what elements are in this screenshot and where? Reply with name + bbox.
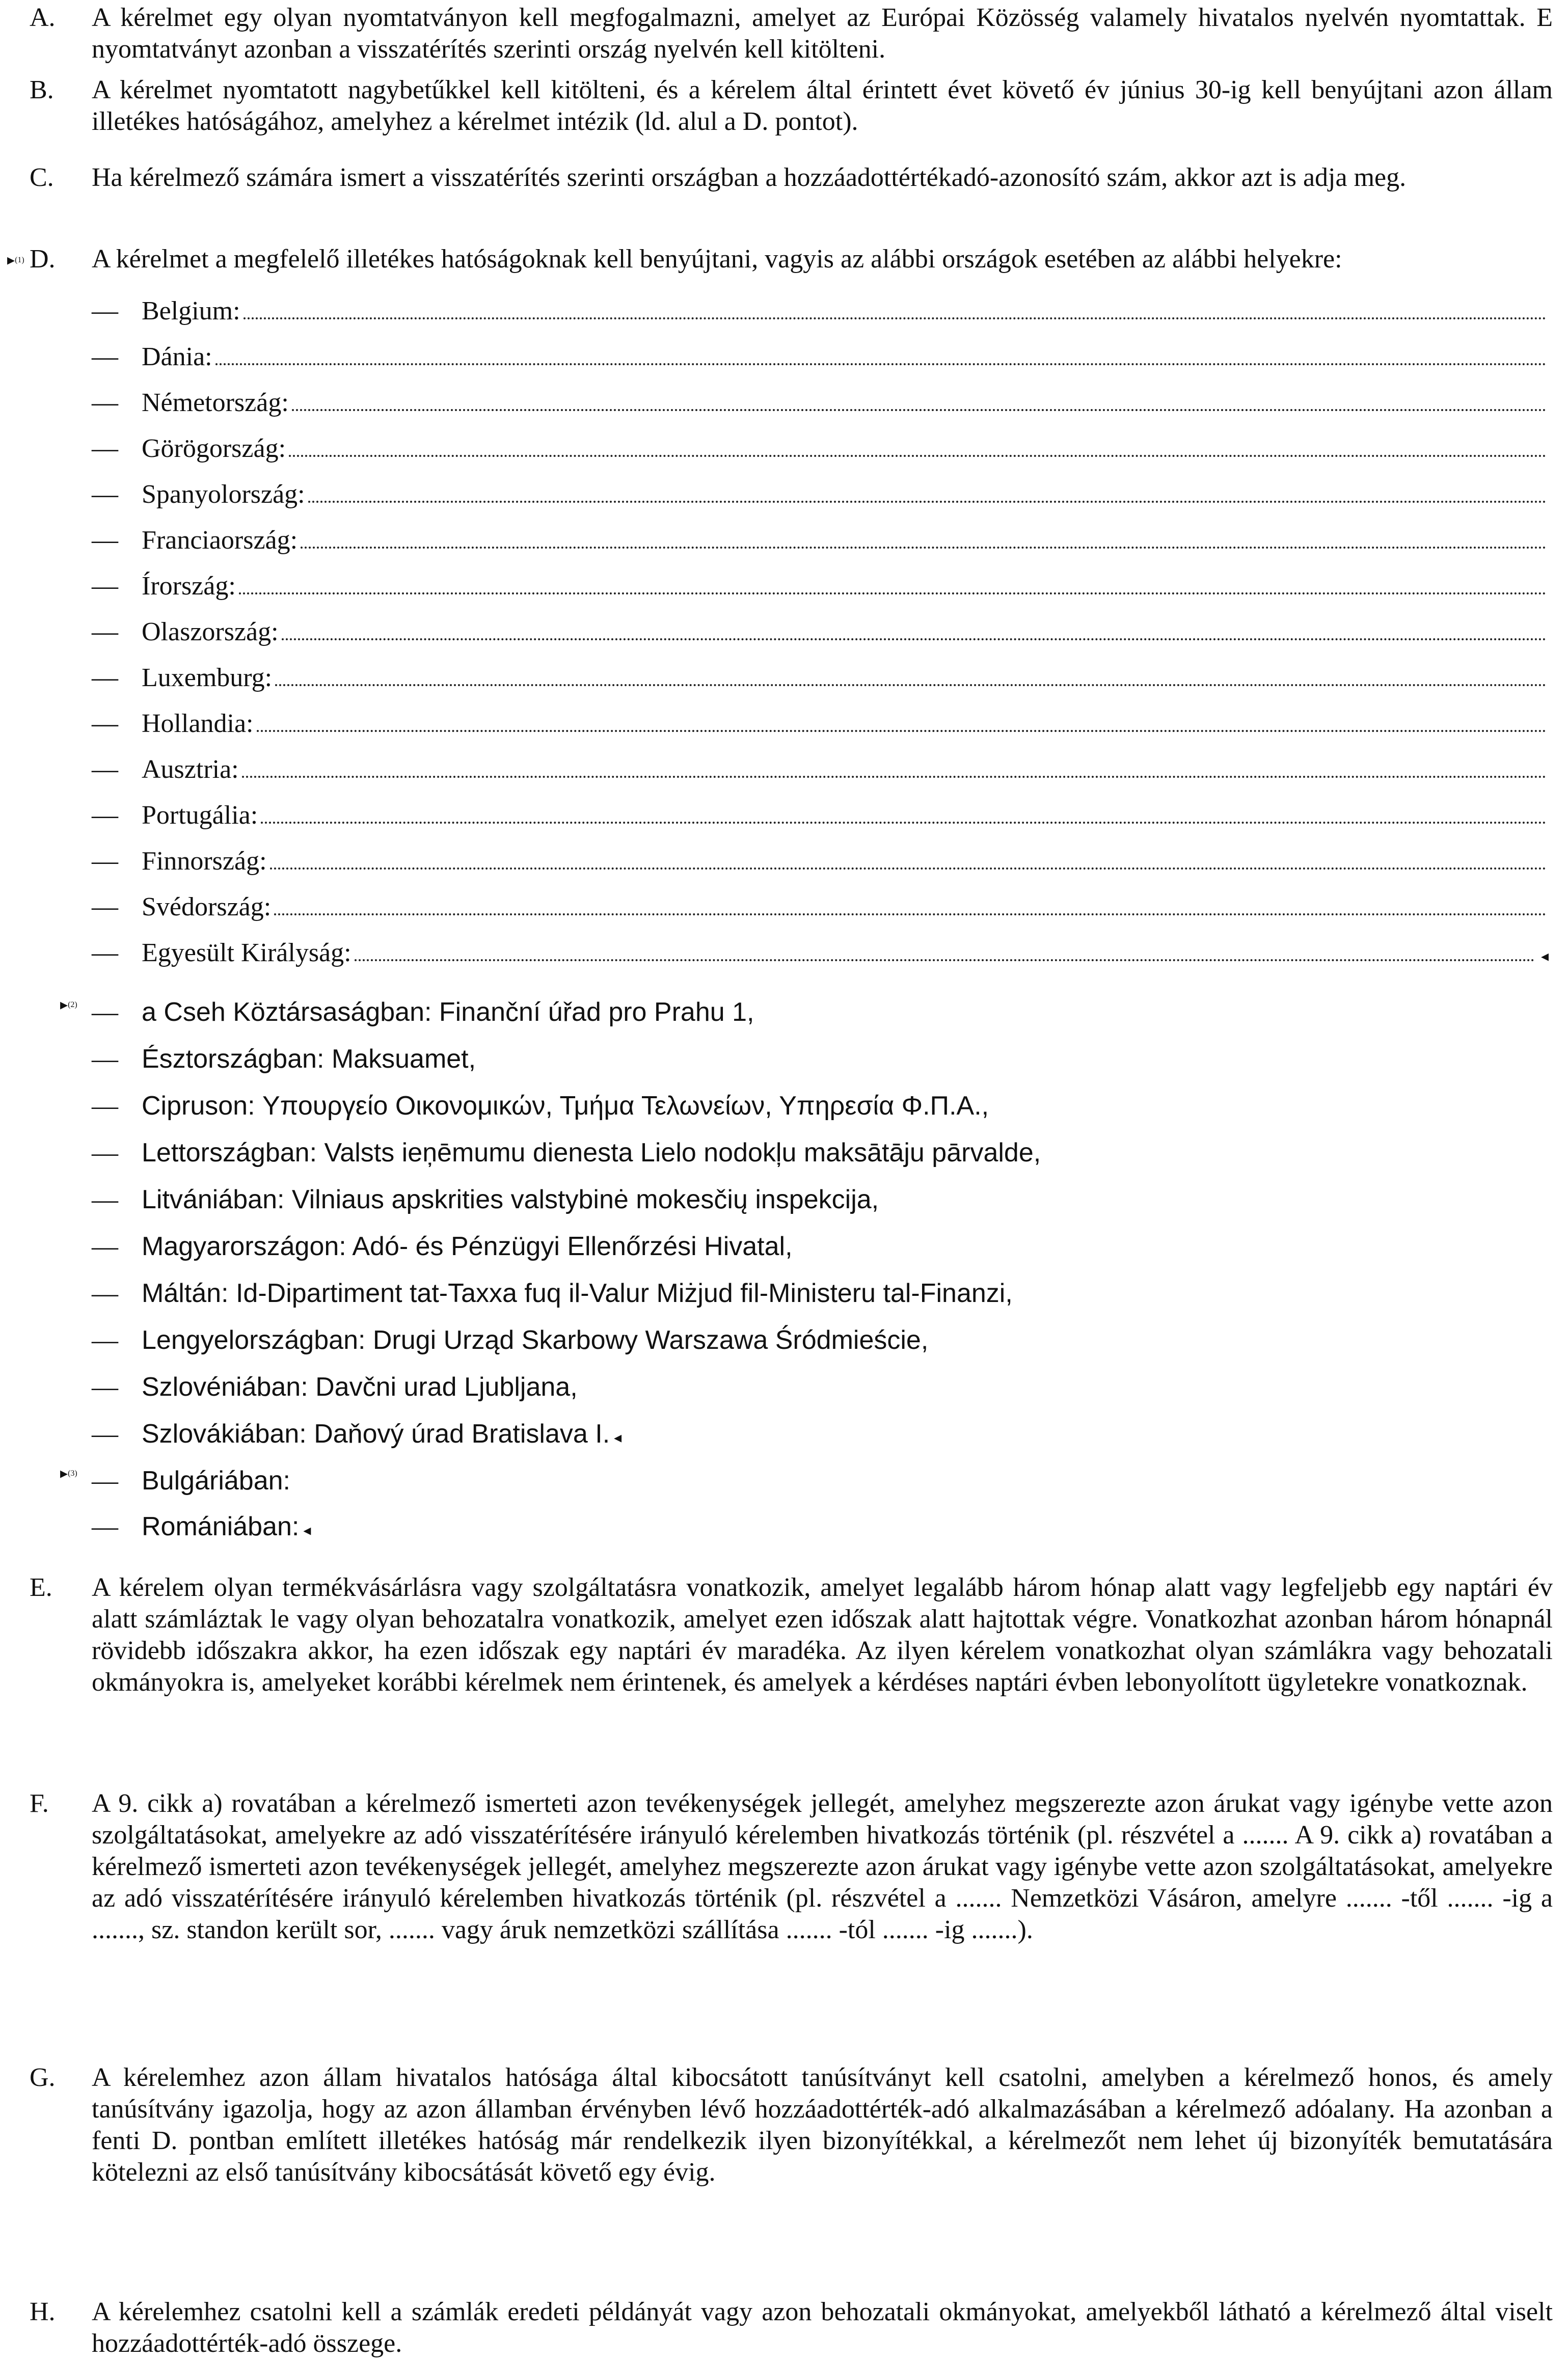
country-label: Belgium: (142, 296, 240, 325)
country-list-item (92, 996, 1549, 1028)
country-label: Litvániában: Vilniaus apskrities valstybinė mokesčių inspekcija, (142, 1185, 879, 1214)
country-list-item (92, 1511, 1549, 1546)
country-label: Franciaország: (142, 526, 298, 555)
country-label: Spanyolország: (142, 480, 305, 509)
country-label: Portugália: (142, 801, 258, 830)
country-label: Hollandia: (142, 709, 254, 738)
paragraph-d (30, 243, 1553, 275)
list-dash: — (92, 572, 118, 601)
list-dash: — (92, 1467, 118, 1496)
amendment-end-marker: ◂ (614, 1429, 622, 1446)
country-list-item (92, 571, 1549, 602)
country-list-item (92, 891, 1549, 923)
list-dash: — (92, 892, 118, 921)
country-label: Írország: (142, 572, 236, 601)
country-list-item (92, 662, 1549, 694)
country-label: a Cseh Köztársaságban: Finanční úřad pro Prahu 1, (142, 997, 754, 1027)
paragraph-text: A kérelmet nyomtatott nagybetűkkel kell kitölteni, és a kérelem által érintett évet követő év június 30-ig kell benyújtani azon állam illetékes hatóságához, amelyhez a kérelmet intézik (ld. alul a D. pontot). (92, 75, 1553, 136)
country-label: Máltán: Id-Dipartiment tat-Taxxa fuq il-Valur Miżjud fil-Ministeru tal-Finanzi, (142, 1279, 1013, 1308)
list-dash: — (92, 1279, 118, 1308)
list-dash: — (92, 755, 118, 784)
amendment-marker-3: ▸$^{(3)}$ (60, 1465, 77, 1482)
amendment-marker-1: ▸$^{(1)}$ (7, 252, 24, 268)
country-label: Finnország: (142, 847, 267, 876)
paragraph-a (30, 2, 1553, 65)
dotted-fill-line (239, 592, 1547, 594)
list-dash: — (92, 1138, 118, 1168)
dotted-fill-line (242, 775, 1547, 778)
paragraph-e (30, 1572, 1553, 1698)
list-dash: — (92, 847, 118, 876)
list-dash: — (92, 801, 118, 830)
country-label: Görögország: (142, 434, 286, 463)
dotted-fill-line (355, 959, 1535, 961)
list-dash: — (92, 617, 118, 646)
country-label: Svédország: (142, 892, 272, 921)
list-dash: — (92, 1045, 118, 1074)
country-label: Szlovéniában: Davčni urad Ljubljana, (142, 1372, 578, 1402)
country-list-item (92, 341, 1549, 373)
country-list-item (92, 708, 1549, 740)
country-list-item (92, 1231, 1549, 1263)
list-dash: — (92, 709, 118, 738)
list-dash: — (92, 1232, 118, 1261)
country-list-item (92, 754, 1549, 785)
list-dash: — (92, 938, 118, 967)
paragraph-letter: A. (30, 3, 56, 32)
country-list-item (92, 433, 1549, 465)
paragraph-f (30, 1788, 1553, 1946)
country-label: Lettországban: Valsts ieņēmumu dienesta Lielo nodokļu maksātāju pārvalde, (142, 1138, 1041, 1168)
list-dash: — (92, 1420, 118, 1449)
paragraph-letter: G. (30, 2063, 56, 2092)
country-label: Szlovákiában: Daňový úrad Bratislava I. (142, 1419, 610, 1449)
country-label: Romániában: (142, 1512, 300, 1541)
dotted-fill-line (289, 454, 1547, 457)
list-dash: — (92, 1373, 118, 1402)
paragraph-h (30, 2296, 1553, 2359)
list-dash: — (92, 296, 118, 325)
list-dash: — (92, 1512, 118, 1541)
country-label: Németország: (142, 388, 289, 417)
country-list-item (92, 800, 1549, 831)
dotted-fill-line (275, 684, 1547, 686)
paragraph-letter: C. (30, 163, 54, 192)
paragraph-letter: F. (30, 1789, 49, 1818)
country-list-item (92, 295, 1549, 327)
paragraph-b (30, 74, 1553, 138)
country-list-item (92, 1465, 1549, 1497)
list-dash: — (92, 388, 118, 417)
country-list-item (92, 387, 1549, 419)
paragraph-text: A 9. cikk a) rovatában a kérelmező ismerteti azon tevékenységek jellegét, amelyhez megszerezte azon árukat vagy igénybe vette azon szolgáltatásokat, amelyekre az adó visszatérítésére irányuló kérelemben hivatkozás történik (pl. részvétel a ....... A 9. cikk a) rovatában a kérelmező ismerteti azon tevékenységek jellegét, amelyhez megszerezte azon árukat vagy igénybe vette azon szolgáltatásokat, amelyekre az adó visszatérítésére irányuló kérelemben hivatkozás történik (pl. részvétel a ....... Nemzetközi Vásáron, amelyre ....... -től ....... -ig a ......., sz. standon került sor, ....... vagy áruk nemzetközi szállítása ....... -tól ....... -ig .......). (92, 1789, 1553, 1944)
country-label: Lengyelországban: Drugi Urząd Skarbowy Warszawa Śródmieście, (142, 1325, 929, 1355)
country-list-item (92, 1418, 1549, 1454)
paragraph-text: A kérelemhez csatolni kell a számlák eredeti példányát vagy azon behozatali okmányokat, amelyekből látható a kérelmező által viselt hozzáadottérték-adó összege. (92, 2297, 1553, 2358)
dotted-fill-line (261, 821, 1547, 824)
country-label: Luxemburg: (142, 663, 273, 692)
list-dash: — (92, 998, 118, 1027)
country-label: Cipruson: Υπουργείο Οικονομικών, Τμήμα Τελωνείων, Υπηρεσία Φ.Π.Α., (142, 1091, 989, 1121)
dotted-fill-line (308, 500, 1547, 503)
country-list-item (92, 1137, 1549, 1169)
paragraph-letter: E. (30, 1573, 52, 1602)
dotted-fill-line (215, 363, 1547, 365)
country-list-item (92, 1184, 1549, 1216)
country-label: Dánia: (142, 342, 212, 371)
dotted-fill-line (257, 729, 1547, 732)
paragraph-text: A kérelem olyan termékvásárlásra vagy szolgáltatásra vonatkozik, amelyet legalább három hónap alatt vagy legfeljebb egy naptári év alatt számláztak le vagy olyan behozatalra vonatkozik, amelyet ezen időszak alatt hajtottak végre. Vonatkozhat azonban három hónapnál rövidebb időszakra akkor, ha ezen időszak egy naptári év maradéka. Az ilyen kérelem vonatkozhat olyan számlákra vagy behozatali okmányokra is, amelyeket korábbi kérelmek nem érintenek, és amelyek a kérdéses naptári évben lebonyolított ügyletekre vonatkoznak. (92, 1573, 1553, 1697)
paragraph-text: A kérelmet a megfelelő illetékes hatóságoknak kell benyújtani, vagyis az alábbi országok esetében az alábbi helyekre: (92, 245, 1342, 274)
paragraph-letter: B. (30, 75, 54, 104)
country-list-item (92, 1090, 1549, 1122)
list-dash: — (92, 1185, 118, 1214)
list-dash: — (92, 480, 118, 509)
dotted-fill-line (282, 638, 1547, 640)
paragraph-text: A kérelmet egy olyan nyomtatványon kell megfogalmazni, amelyet az Európai Közösség valamely hivatalos nyelvén nyomtattak. E nyomtatványt azonban a visszatérítés szerinti ország nyelvén kell kitölteni. (92, 3, 1553, 64)
country-list-item (92, 937, 1549, 972)
country-list-item (92, 1278, 1549, 1310)
country-list-item (92, 1371, 1549, 1403)
country-label: Magyarországon: Adó- és Pénzügyi Ellenőrzési Hivatal, (142, 1232, 793, 1261)
list-dash: — (92, 1326, 118, 1355)
list-dash: — (92, 434, 118, 463)
dotted-fill-line (292, 409, 1547, 411)
country-list-item (92, 846, 1549, 877)
paragraph-letter: H. (30, 2297, 56, 2326)
list-dash: — (92, 342, 118, 371)
country-list-item (92, 525, 1549, 556)
list-dash: — (92, 526, 118, 555)
country-label: Bulgáriában: (142, 1466, 290, 1496)
dotted-fill-line (270, 867, 1547, 870)
paragraph-g (30, 2062, 1553, 2188)
country-label: Egyesült Királyság: (142, 938, 352, 967)
paragraph-c (30, 162, 1553, 194)
country-list-item (92, 479, 1549, 510)
dotted-fill-line (274, 913, 1547, 915)
country-label: Ausztria: (142, 755, 239, 784)
dotted-fill-line (301, 546, 1547, 549)
paragraph-text: A kérelemhez azon állam hivatalos hatósága által kibocsátott tanúsítványt kell csatolni, amelyben a kérelmező honos, és amely tanúsítvány igazolja, hogy az azon államban érvényben lévő hozzáadottérték-adó alkalmazásában a kérelmező adóalany. Ha azonban a fenti D. pontban említett illetékes hatóság már rendelkezik ilyen bizonyítékkal, a kérelmezőt nem lehet új bizonyíték bemutatására kötelezni az első tanúsítvány kibocsátását követő egy évig. (92, 2063, 1553, 2187)
dotted-fill-line (244, 317, 1547, 319)
country-list-item (92, 1324, 1549, 1356)
paragraph-letter: D. (30, 245, 56, 274)
paragraph-text: Ha kérelmező számára ismert a visszatérítés szerinti országban a hozzáadottértékadó-azonosító szám, akkor azt is adja meg. (92, 163, 1407, 192)
country-label: Olaszország: (142, 617, 279, 646)
list-dash: — (92, 1092, 118, 1121)
country-list-item (92, 616, 1549, 648)
amendment-end-marker: ◂ (303, 1522, 311, 1539)
list-dash: — (92, 663, 118, 692)
country-list-item (92, 1043, 1549, 1075)
amendment-end-marker: ◂ (1540, 948, 1549, 965)
amendment-marker-2: ▸$^{(2)}$ (60, 996, 77, 1013)
country-label: Észtországban: Maksuamet, (142, 1044, 476, 1074)
